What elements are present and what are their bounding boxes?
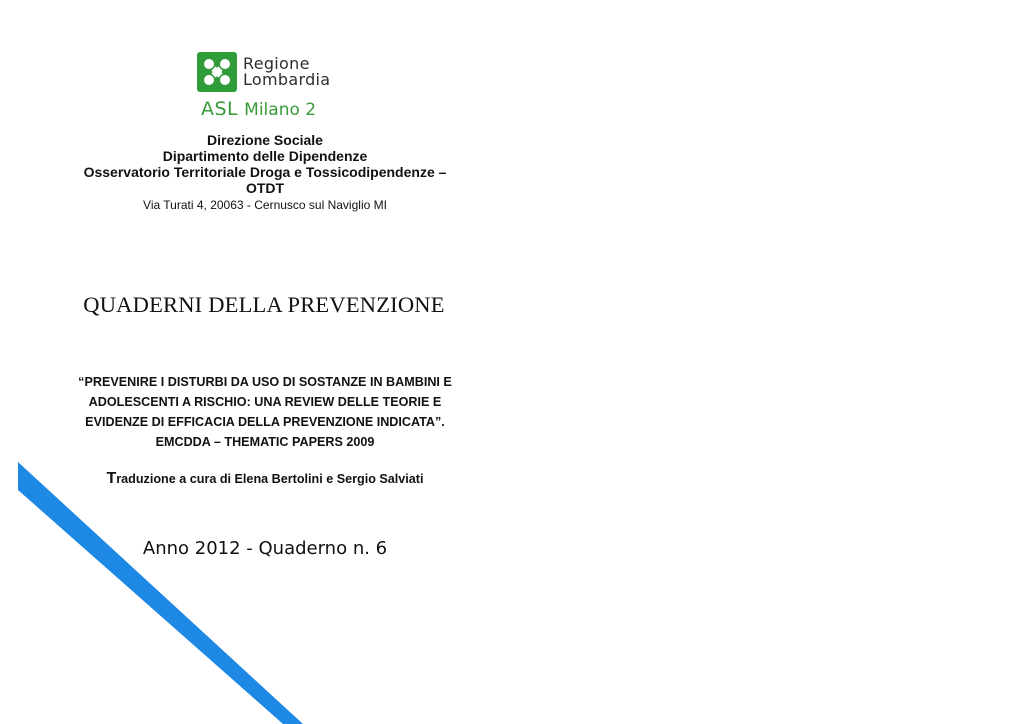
- header-line-dipartimento: Dipartimento delle Dipendenze: [162, 148, 368, 164]
- regione-lombardia-emblem-icon: [197, 52, 237, 92]
- year-and-issue: Anno 2012 - Quaderno n. 6: [142, 538, 388, 559]
- header-line-otdt: OTDT: [245, 180, 285, 196]
- regione-lombardia-logo: [197, 50, 337, 118]
- logo-text-regione: Regione: [243, 54, 310, 73]
- document-title: QUADERNI DELLA PREVENZIONE: [83, 292, 445, 317]
- logo-text-lombardia: Lombardia: [243, 70, 331, 89]
- header-address: Via Turati 4, 20063 - Cernusco sul Naviglio MI: [143, 198, 387, 212]
- subtitle-line-4: EMCDDA – THEMATIC PAPERS 2009: [155, 435, 375, 449]
- logo-asl-milano: [201, 98, 316, 120]
- subtitle-line-2: ADOLESCENTI A RISCHIO: UNA REVIEW DELLE TEORIE E: [88, 395, 442, 409]
- subtitle-line-3: EVIDENZE DI EFFICACIA DELLA PREVENZIONE INDICATA”.: [85, 415, 445, 429]
- header-line-direzione: Direzione Sociale: [207, 132, 323, 148]
- logo-asl-text: ASL: [201, 98, 239, 120]
- header-line-osservatorio: Osservatorio Territoriale Droga e Tossicodipendenze –: [83, 164, 447, 180]
- logo-milano-text: Milano 2: [244, 100, 317, 120]
- document-subtitle: [60, 372, 470, 452]
- subtitle-line-1: “PREVENIRE I DISTURBI DA USO DI SOSTANZE IN BAMBINI E: [78, 375, 452, 389]
- translation-credit: [60, 470, 470, 488]
- organization-header: [60, 132, 470, 214]
- translation-first-letter: T: [106, 470, 117, 487]
- translation-rest: raduzione a cura di Elena Bertolini e Sergio Salviati: [116, 472, 424, 486]
